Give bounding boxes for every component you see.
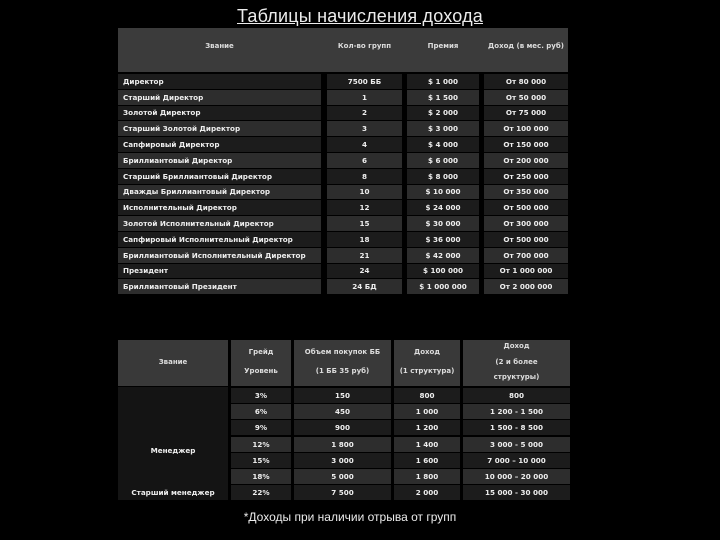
cell-income: От 500 000 [484,232,568,247]
cell-income: От 250 000 [484,169,568,184]
cell-grade: 18% [231,469,291,484]
table-row [231,388,570,403]
table-header [118,28,568,72]
header-rank: Звание [118,340,228,386]
footnote: *Доходы при наличии отрыва от групп [243,510,457,524]
cell-groups: 1 [327,90,402,105]
cell-rank: Бриллиантовый Президент [118,279,321,294]
cell-groups: 15 [327,216,402,231]
table-row [118,247,568,263]
cell-groups: 21 [327,248,402,263]
cell-bonus: $ 4 000 [407,137,479,152]
cell-income2: 3 000 - 5 000 [463,437,570,452]
table-row [118,199,568,215]
cell-income1: 1 800 [394,469,460,484]
cell-income1: 800 [394,388,460,403]
cell-grade: 12% [231,437,291,452]
header-grade: Грейд Уровень [231,340,291,386]
header-rank: Звание [205,42,234,50]
cell-rank: Старший Бриллиантовый Директор [118,169,321,184]
cell-bonus: $ 1 000 000 [407,279,479,294]
role-senior-manager: Старший менеджер [131,488,215,497]
cell-bonus: $ 8 000 [407,169,479,184]
header-income: Доход (в мес. руб) [488,42,564,50]
cell-rank: Бриллиантовый Исполнительный Директор [118,248,321,263]
cell-income1: 2 000 [394,485,460,500]
cell-rank: Дважды Бриллиантовый Директор [118,185,321,200]
table-row [118,120,568,136]
table-row [231,404,570,419]
table-row [118,168,568,184]
table-row [231,437,570,452]
cell-income1: 1 600 [394,453,460,468]
cell-income2: 800 [463,388,570,403]
cell-volume: 900 [294,420,391,435]
table-row [231,469,570,484]
cell-bonus: $ 100 000 [407,264,479,279]
cell-bonus: $ 30 000 [407,216,479,231]
cell-volume: 5 000 [294,469,391,484]
cell-bonus: $ 24 000 [407,200,479,215]
cell-income: От 200 000 [484,153,568,168]
table-row [118,184,568,200]
cell-groups: 4 [327,137,402,152]
header-volume: Объем покупок ББ (1 ББ 35 руб) [294,340,391,386]
header-groups: Кол-во групп [337,42,392,50]
table-row [231,420,570,435]
cell-bonus: $ 36 000 [407,232,479,247]
cell-grade: 15% [231,453,291,468]
cell-grade: 22% [231,485,291,500]
cell-income: От 100 000 [484,121,568,136]
rank-income-table [118,28,568,294]
cell-rank: Директор [118,74,321,89]
cell-bonus: $ 1 000 [407,74,479,89]
cell-income2: 1 500 - 8 500 [463,420,570,435]
cell-income1: 1 200 [394,420,460,435]
cell-groups: 12 [327,200,402,215]
cell-rank: Бриллиантовый Директор [118,153,321,168]
cell-income: От 2 000 000 [484,279,568,294]
cell-groups: 18 [327,232,402,247]
cell-income2: 15 000 - 30 000 [463,485,570,500]
table-row [118,231,568,247]
cell-income2: 10 000 – 20 000 [463,469,570,484]
cell-bonus: $ 1 500 [407,90,479,105]
cell-bonus: $ 42 000 [407,248,479,263]
cell-rank: Старший Директор [118,90,321,105]
header-income-one: Доход (1 структура) [394,340,460,386]
cell-income1: 1 400 [394,437,460,452]
cell-income2: 1 200 - 1 500 [463,404,570,419]
cell-income: От 75 000 [484,106,568,121]
cell-grade: 9% [231,420,291,435]
cell-rank: Сапфировый Директор [118,137,321,152]
cell-income: От 300 000 [484,216,568,231]
table-row [118,136,568,152]
role-manager: Менеджер [150,446,196,455]
cell-income: От 500 000 [484,200,568,215]
cell-volume: 1 800 [294,437,391,452]
cell-income: От 80 000 [484,74,568,89]
header-bonus: Премия [427,42,459,50]
cell-groups: 2 [327,106,402,121]
table-row [118,89,568,105]
cell-rank: Исполнительный Директор [118,200,321,215]
cell-income: От 1 000 000 [484,264,568,279]
table-row [118,215,568,231]
cell-rank: Золотой Директор [118,106,321,121]
cell-rank: Золотой Исполнительный Директор [118,216,321,231]
cell-grade: 3% [231,388,291,403]
header-income-multi: Доход (2 и более структуры) [463,340,570,386]
cell-groups: 3 [327,121,402,136]
cell-volume: 150 [294,388,391,403]
cell-volume: 3 000 [294,453,391,468]
cell-bonus: $ 3 000 [407,121,479,136]
table-row [118,278,568,294]
cell-groups: 7500 ББ [327,74,402,89]
cell-bonus: $ 10 000 [407,185,479,200]
cell-volume: 7 500 [294,485,391,500]
cell-income: От 50 000 [484,90,568,105]
table-row [118,73,568,89]
table-row [118,105,568,121]
table-row [118,152,568,168]
cell-income2: 7 000 – 10 000 [463,453,570,468]
cell-rank: Президент [118,264,321,279]
manager-income-table [118,340,570,500]
cell-bonus: $ 2 000 [407,106,479,121]
cell-rank: Сапфировый Исполнительный Директор [118,232,321,247]
cell-groups: 24 БД [327,279,402,294]
table-body [118,73,568,294]
cell-income: От 350 000 [484,185,568,200]
page-title: Таблицы начисления дохода [237,6,483,26]
cell-grade: 6% [231,404,291,419]
rank-column [118,387,228,500]
cell-bonus: $ 6 000 [407,153,479,168]
table-row [231,453,570,468]
cell-income1: 1 000 [394,404,460,419]
cell-rank: Старший Золотой Директор [118,121,321,136]
table-row [231,485,570,500]
cell-groups: 24 [327,264,402,279]
cell-income: От 150 000 [484,137,568,152]
cell-groups: 8 [327,169,402,184]
cell-groups: 10 [327,185,402,200]
table-row [118,263,568,279]
cell-volume: 450 [294,404,391,419]
cell-groups: 6 [327,153,402,168]
cell-income: От 700 000 [484,248,568,263]
